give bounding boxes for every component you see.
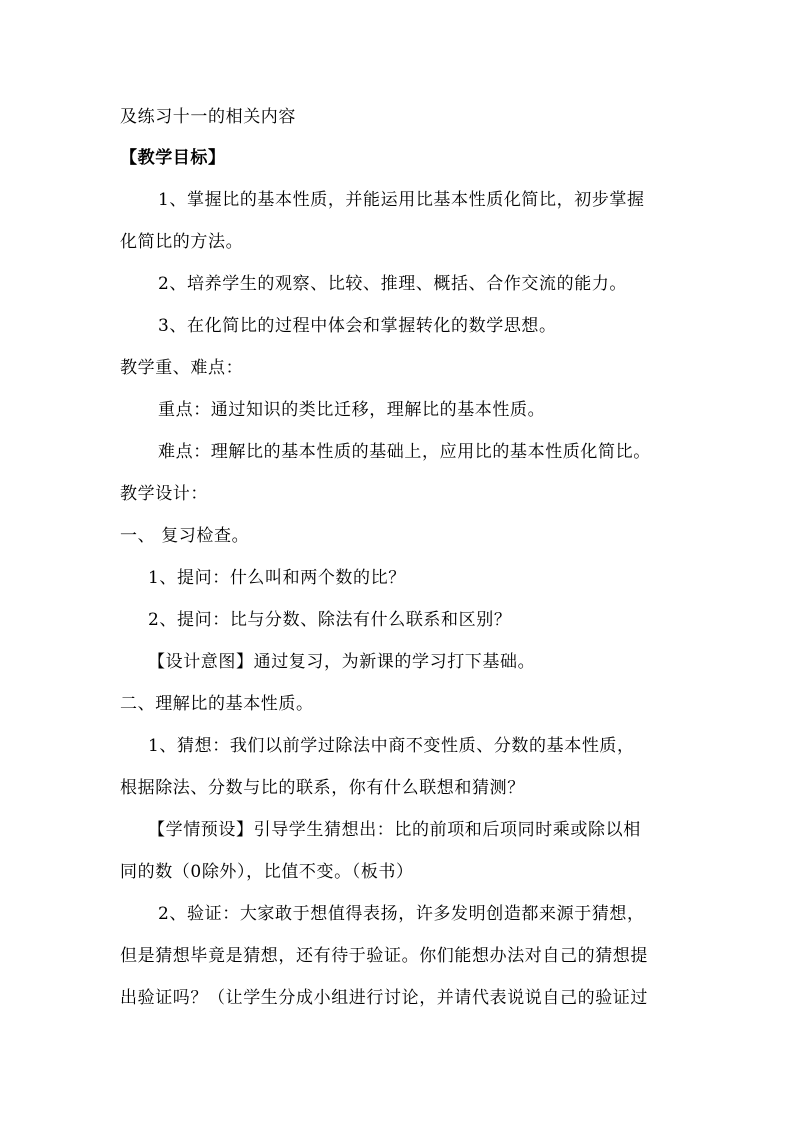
heading-teaching-goals: 【教学目标】 bbox=[120, 148, 226, 168]
review-question-1: 1、提问：什么叫和两个数的比？ bbox=[148, 568, 406, 588]
goal-1: 1、掌握比的基本性质，并能运用比基本性质化简比，初步掌握 bbox=[158, 190, 645, 210]
intro-line: 及练习十一的相关内容 bbox=[120, 107, 296, 127]
section-1-title: 一、 复习检查。 bbox=[120, 526, 250, 546]
section-2-title: 二、理解比的基本性质。 bbox=[120, 694, 314, 714]
review-question-2: 2、提问：比与分数、除法有什么联系和区别？ bbox=[148, 610, 512, 630]
guess-paragraph-line-2: 根据除法、分数与比的联系，你有什么联想和猜测？ bbox=[120, 778, 525, 798]
verify-paragraph-line-1: 2、验证：大家敢于想值得表扬，许多发明创造都来源于猜想， bbox=[158, 904, 645, 924]
verify-paragraph-line-2: 但是猜想毕竟是猜想，还有待于验证。你们能想办法对自己的猜想提 bbox=[120, 946, 648, 966]
heading-teaching-design: 教学设计： bbox=[120, 484, 208, 504]
heading-key-difficult-points: 教学重、难点： bbox=[120, 358, 244, 378]
verify-paragraph-line-3: 出验证吗？（让学生分成小组进行讨论，并请代表说说自己的验证过 bbox=[120, 988, 648, 1008]
design-intent: 【设计意图】通过复习，为新课的学习打下基础。 bbox=[148, 652, 536, 672]
guess-paragraph-line-1: 1、猜想：我们以前学过除法中商不变性质、分数的基本性质， bbox=[148, 736, 635, 756]
difficult-point: 难点：理解比的基本性质的基础上，应用比的基本性质化简比。 bbox=[158, 442, 651, 462]
preset-paragraph-line-1: 【学情预设】引导学生猜想出：比的前项和后项同时乘或除以相 bbox=[148, 820, 641, 840]
goal-1-continued: 化简比的方法。 bbox=[120, 232, 244, 252]
preset-paragraph-line-2: 同的数（0除外），比值不变。（板书） bbox=[120, 862, 414, 882]
key-point: 重点：通过知识的类比迁移，理解比的基本性质。 bbox=[158, 400, 546, 420]
goal-3: 3、在化简比的过程中体会和掌握转化的数学思想。 bbox=[158, 316, 557, 336]
goal-2: 2、培养学生的观察、比较、推理、概括、合作交流的能力。 bbox=[158, 274, 628, 294]
